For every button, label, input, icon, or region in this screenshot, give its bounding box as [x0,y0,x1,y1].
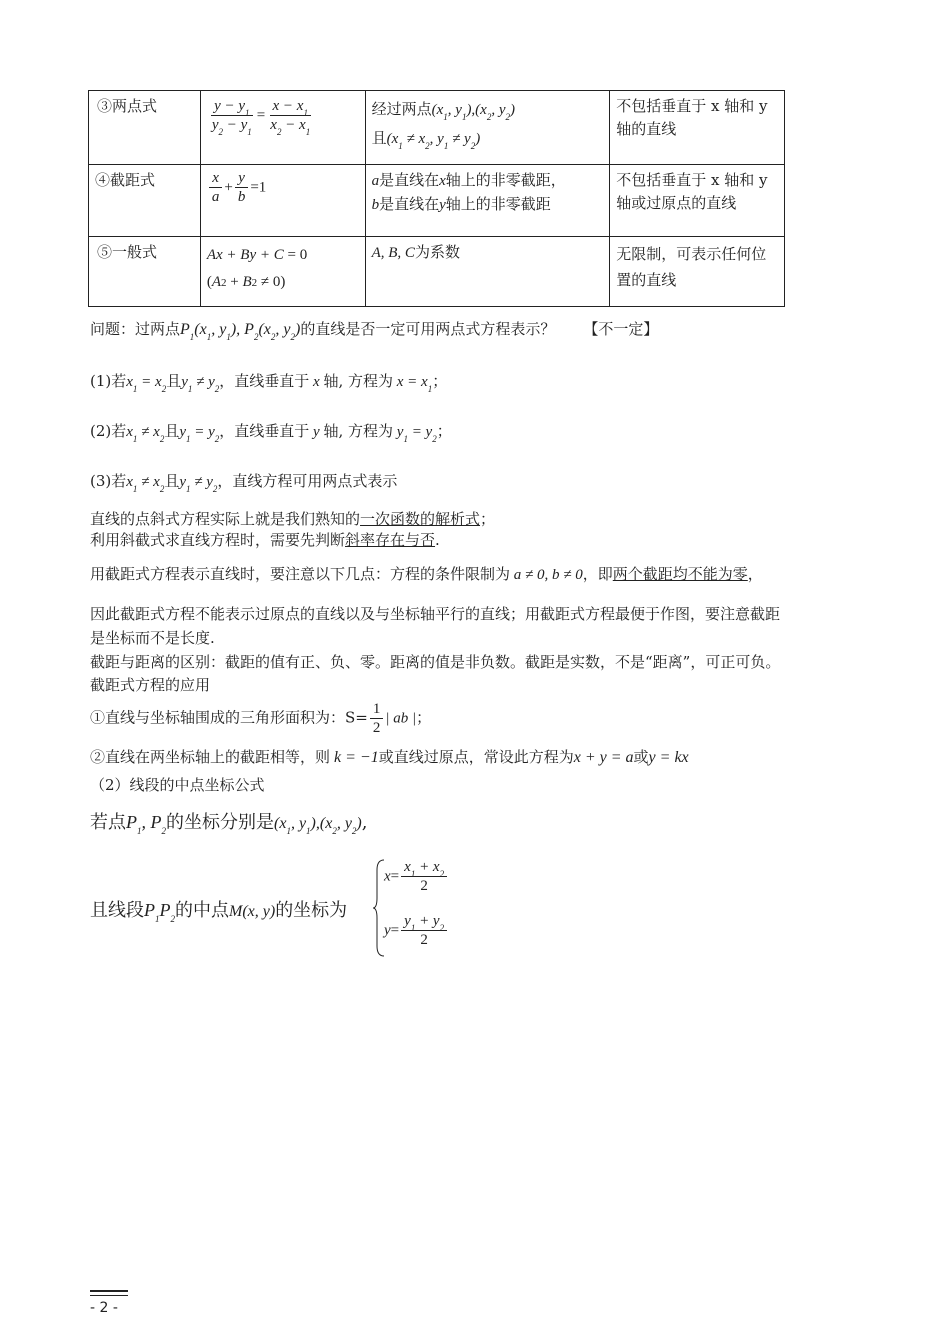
paragraph-intercept-limits-b: 是坐标而不是长度. [90,629,215,647]
page-number: - 2 - [90,1300,118,1316]
form-name: ③两点式 [89,91,201,165]
line-forms-table [88,90,785,307]
midpoint-formula-line: 且线段$P_1P_2$的中点M(x, y)的坐标为 [90,900,348,924]
midpoint-points-line: 若点$P_1$, $P_2$的坐标分别是($x_1$, $y_1),(x_2$, $y_2$), [90,812,368,836]
area-formula-line: ①直线与坐标轴围成的三角形面积为：S= $\frac{1}{2}$ | ab |； [90,701,432,736]
form-condition: A, B, C为系数 [365,237,610,307]
question-line: 问题：过两点$P_1(x_1$, $y_1$), $P_2(x_2$, $y_2$)的直线是否一定可用两点式方程表示？ 【不一定】 [90,320,659,342]
intercept-formula: $\frac{x}{a}$ + $\frac{y}{b}$ =1 [200,165,365,237]
general-formula: Ax + By + C = 0 (A2 + B2 ≠ 0) [200,237,365,307]
paragraph-slope-intercept: 利用斜截式求直线方程时，需要先判断斜率存在与否. [90,531,440,549]
case-2: (2)若$x_1 \ne x_2$且$y_1 = y_2$，直线垂直于 y 轴, 方程为 $y_1 = y_2$； [90,422,452,444]
form-limit: 不包括垂直于 x 轴和 y 轴或过原点的直线 [610,165,785,237]
paragraph-point-slope: 直线的点斜式方程实际上就是我们熟知的一次函数的解析式； [90,510,496,528]
form-limit: 无限制，可表示任何位置的直线 [610,237,785,307]
paragraph-intercept-limits-a: 因此截距式方程不能表示过原点的直线以及与坐标轴平行的直线；用截距式方程最便于作图，要注意截距 [90,605,781,623]
equal-intercepts-line: ②直线在两坐标轴上的截距相等，则 k = −1或直线过原点，常设此方程为x + y = a或y = kx [90,748,689,766]
two-point-formula: $\frac{y - y_1}{y_2 - y_1}$ = $\frac{x - x_1}{x_2 - x_1}$ [200,91,365,165]
form-name: ④截距式 [89,165,201,237]
paragraph-intercept-note: 用截距式方程表示直线时，要注意以下几点：方程的条件限制为 a ≠ 0, b ≠ 0，即两个截距均不能为零， [90,565,763,583]
paragraph-applications: 截距式方程的应用 [90,676,211,694]
paragraph-intercept-vs-distance: 截距与距离的区别：截距的值有正、负、零。距离的值是非负数。截距是实数，不是“距离”，可正可负。 [90,653,781,671]
table-row [89,237,785,307]
footer-rule [90,1290,128,1292]
form-condition: a是直线在x轴上的非零截距， b是直线在y轴上的非零截距 [365,165,610,237]
case-1: (1)若$x_1 = x_2$且$y_1 \ne y_2$，直线垂直于 x 轴, 方程为 $x = x_1$； [90,372,448,394]
table-row [89,91,785,165]
form-name: ⑤一般式 [89,237,201,307]
table-row [89,165,785,237]
midpoint-heading: （2）线段的中点坐标公式 [90,776,265,794]
form-condition: 经过两点($x_1$, $y_1),(x_2$, $y_2$) 且($x_1 \ne x_2$, $y_1 \ne y_2$) [365,91,610,165]
case-3: (3)若$x_1 \ne x_2$且$y_1 \ne y_2$，直线方程可用两点式表示 [90,472,398,494]
form-limit: 不包括垂直于 x 轴和 y 轴的直线 [610,91,785,165]
footer-rule [90,1295,128,1296]
